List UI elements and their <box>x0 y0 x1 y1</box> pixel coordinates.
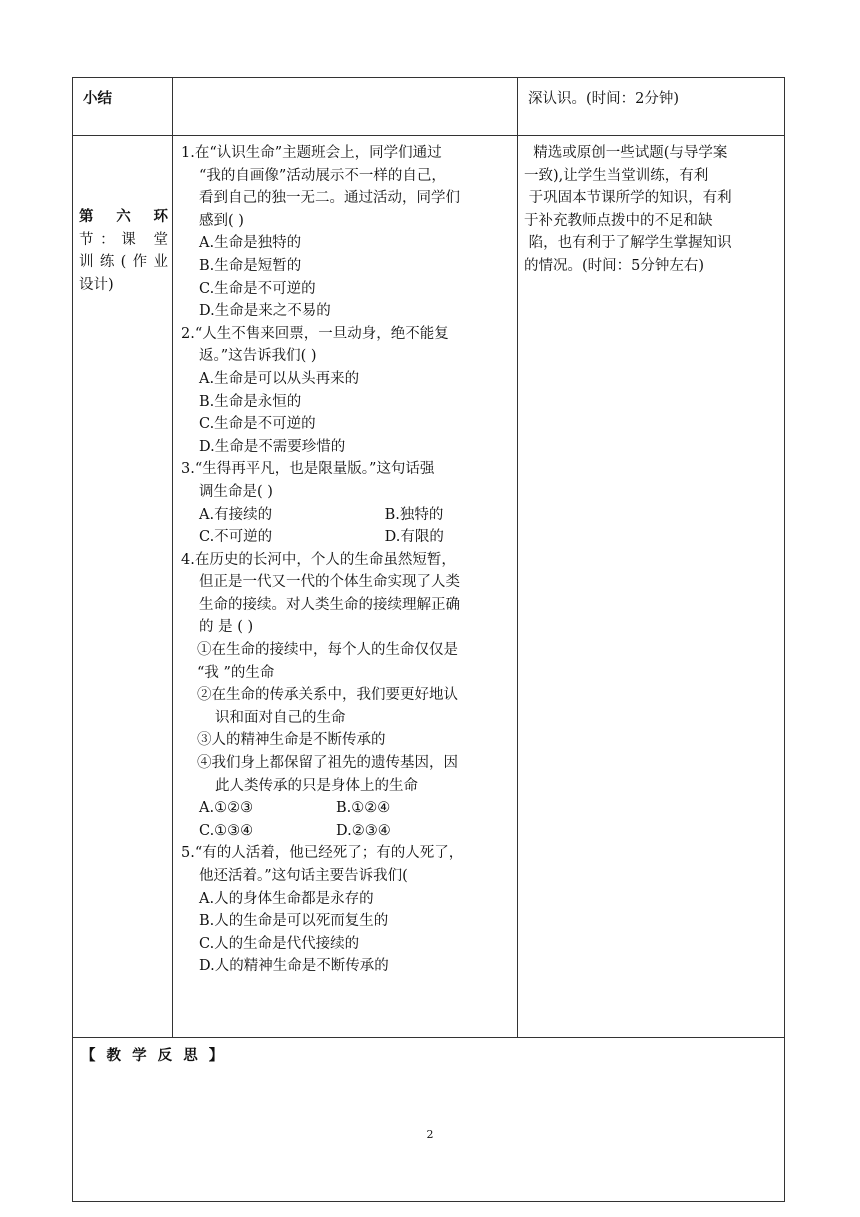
question-text: 的 是 ( ) <box>199 619 254 636</box>
question-text: 感到( ) <box>199 212 244 229</box>
note-line: 于巩固本节课所学的知识，有利 <box>524 190 732 207</box>
statement-2 <box>181 684 513 729</box>
question-text: 返。”这告诉我们( ) <box>199 348 317 365</box>
practice-label-line: 第 六 环 <box>79 209 168 225</box>
option-c: C.生命是不可逆的 <box>199 280 316 297</box>
question-stem: 3.“生得再平凡，也是限量版。”这句话强 <box>181 461 435 478</box>
question-3 <box>181 458 513 548</box>
option-b: B.①②④ <box>336 800 391 817</box>
option-a: A.人的身体生命都是永存的 <box>199 890 374 907</box>
practice-label-line: 训练(作业 <box>79 254 168 271</box>
statement-text: ③人的精神生命是不断传承的 <box>197 732 386 749</box>
option-row <box>181 504 513 527</box>
note-line: 精选或原创一些试题(与导学案 <box>524 145 728 161</box>
option-c: C.人的生命是代代接续的 <box>199 935 360 952</box>
statement-text: “我 ”的生命 <box>197 664 275 681</box>
practice-label-line: 节：课 堂 <box>79 231 168 248</box>
note-line: 陷，也有利于了解学生掌握知识 <box>524 235 732 252</box>
statement-text: ④我们身上都保留了祖先的遗传基因，因 <box>197 755 458 772</box>
note-line: 一致),让学生当堂训练，有利 <box>524 167 709 184</box>
option-d: D.生命是不需要珍惜的 <box>199 438 346 455</box>
question-stem: 2.“人生不售来回票，一旦动身，绝不能复 <box>181 325 449 342</box>
question-text: 看到自己的独一无二。通过活动，同学们 <box>199 190 460 207</box>
statement-3 <box>181 729 513 752</box>
statement-text: ②在生命的传承关系中，我们要更好地认 <box>197 687 458 704</box>
summary-note-cell <box>518 78 785 136</box>
question-text: 他还活着。”这句话主要告诉我们( <box>199 868 408 884</box>
option-row <box>181 820 513 843</box>
option-row <box>181 526 513 549</box>
statement-text: ①在生命的接续中，每个人的生命仅仅是 <box>197 642 458 659</box>
question-stem: 1.在“认识生命”主题班会上，同学们通过 <box>181 145 442 161</box>
question-1 <box>181 142 513 323</box>
statement-1 <box>181 639 513 684</box>
option-c: C.①③④ <box>199 822 254 839</box>
option-b: B.人的生命是可以死而复生的 <box>199 913 389 930</box>
reflection-cell <box>73 1038 785 1202</box>
option-a: A.①②③ <box>199 800 254 817</box>
statement-text: 此人类传承的只是身体上的生命 <box>215 777 418 794</box>
summary-content-cell <box>173 78 518 136</box>
option-b: B.生命是短暂的 <box>199 257 302 274</box>
question-text: “我的自画像”活动展示不一样的自己， <box>199 167 446 184</box>
question-stem: 5.“有的人活着，他已经死了；有的人死了， <box>181 845 464 862</box>
statement-text: 识和面对自己的生命 <box>215 709 346 726</box>
question-5 <box>181 842 513 978</box>
practice-row <box>73 136 785 1038</box>
note-line: 的情况。(时间：5分钟左右) <box>524 257 705 274</box>
practice-label-cell <box>73 136 173 1038</box>
summary-label: 小结 <box>83 91 112 107</box>
option-row <box>181 797 513 820</box>
question-text: 但正是一代又一代的个体生命实现了人类 <box>199 574 460 591</box>
summary-label-cell <box>73 78 173 136</box>
question-text: 调生命是( ) <box>199 483 273 500</box>
question-2 <box>181 323 513 459</box>
summary-note: 深认识。(时间：2分钟) <box>528 91 680 107</box>
option-c: C.不可逆的 <box>199 529 273 546</box>
practice-questions-cell <box>173 136 518 1038</box>
option-d: D.人的精神生命是不断传承的 <box>199 958 389 975</box>
reflection-row <box>73 1038 785 1202</box>
option-b: B.生命是永恒的 <box>199 393 302 410</box>
note-line: 于补充教师点拨中的不足和缺 <box>524 212 713 229</box>
option-d: D.生命是来之不易的 <box>199 303 331 320</box>
question-stem: 4.在历史的长河中，个人的生命虽然短暂， <box>181 551 456 568</box>
option-c: C.生命是不可逆的 <box>199 416 316 433</box>
practice-label-line: 设计) <box>79 276 114 293</box>
page-number: 2 <box>426 1128 434 1141</box>
option-a: A.生命是独特的 <box>199 235 302 252</box>
option-a: A.有接续的 <box>199 506 273 523</box>
option-d: D.有限的 <box>384 529 444 546</box>
statement-4 <box>181 752 513 797</box>
practice-note-cell <box>518 136 785 1038</box>
lesson-plan-table <box>72 77 785 1202</box>
question-text: 生命的接续。对人类生命的接续理解正确 <box>199 596 460 613</box>
option-d: D.②③④ <box>336 822 391 839</box>
option-a: A.生命是可以从头再来的 <box>199 370 360 387</box>
summary-row <box>73 78 785 136</box>
option-b: B.独特的 <box>384 506 444 523</box>
reflection-heading: 【 教 学 反 思 】 <box>81 1048 227 1064</box>
question-4 <box>181 549 513 843</box>
